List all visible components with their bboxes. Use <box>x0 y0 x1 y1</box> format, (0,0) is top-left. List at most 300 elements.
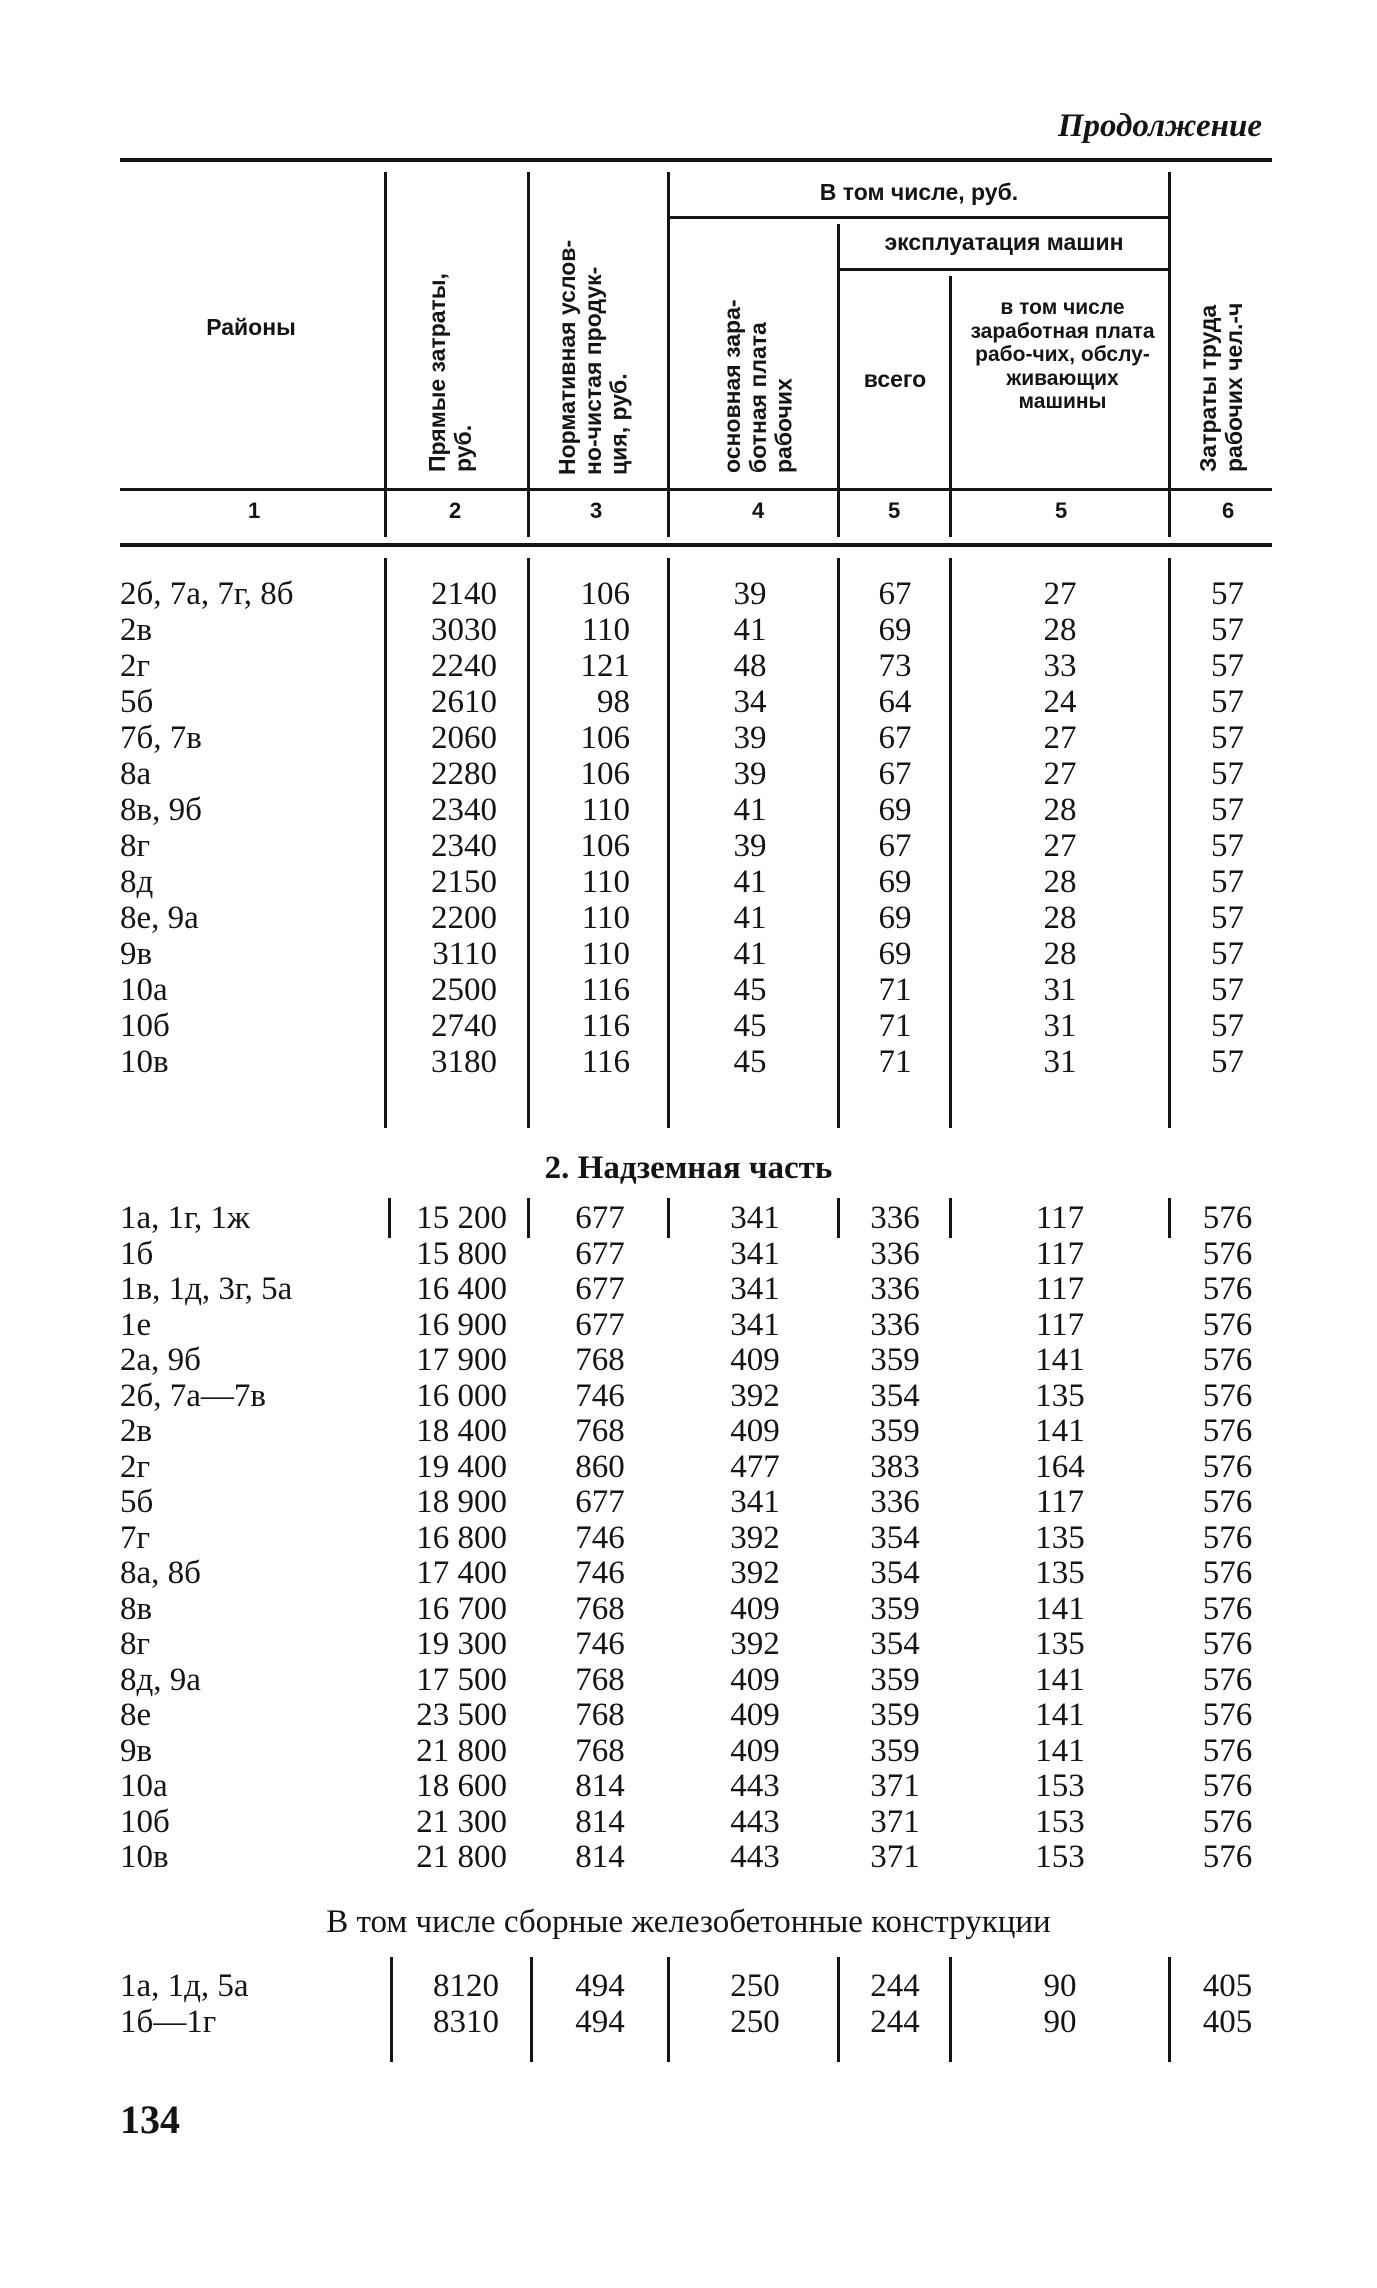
cell-district: 8е <box>120 1697 152 1733</box>
cell-machines-total: 354 <box>870 1555 920 1591</box>
cell-labor-costs: 57 <box>1211 612 1244 648</box>
header-group-incl: В том числе, руб. <box>819 179 1019 205</box>
cell-district: 5б <box>120 684 154 720</box>
header-direct-costs: Прямые затраты, руб. <box>424 273 476 472</box>
header-vline <box>527 172 530 537</box>
cell-district: 1е <box>120 1306 152 1343</box>
cell-machines-total: 383 <box>870 1448 920 1485</box>
header-underline <box>120 488 1272 491</box>
cell-normative-output: 110 <box>581 936 630 972</box>
cell-wages: 341 <box>730 1235 780 1272</box>
cell-wages: 39 <box>733 576 767 612</box>
cell-district: 8в <box>120 1590 153 1627</box>
page-number: 134 <box>120 2097 180 2142</box>
cell-wages: 41 <box>733 792 767 828</box>
cell-wages: 392 <box>730 1377 780 1414</box>
cell-machines-total: 359 <box>870 1661 920 1698</box>
cell-district: 8а, 8б <box>120 1555 201 1591</box>
cell-machine-wages: 27 <box>1043 720 1077 756</box>
cell-direct-costs: 15 800 <box>416 1235 507 1272</box>
group-machines-underline <box>840 268 1168 271</box>
cell-normative-output: 677 <box>575 1200 625 1236</box>
cell-district: 1б <box>120 1235 154 1272</box>
header-group-machines: эксплуатация машин <box>884 229 1124 255</box>
table-row <box>0 1307 1377 1343</box>
cell-district: 1б—1г <box>120 2004 217 2040</box>
cell-machine-wages: 135 <box>1035 1519 1085 1556</box>
cell-labor-costs: 405 <box>1202 1968 1253 2004</box>
table-row <box>0 936 1377 972</box>
cell-district: 8г <box>120 1626 151 1662</box>
cell-machines-total: 371 <box>870 1803 920 1840</box>
cell-labor-costs: 57 <box>1211 756 1244 792</box>
cell-labor-costs: 576 <box>1202 1306 1253 1343</box>
cell-machine-wages: 31 <box>1043 972 1077 1008</box>
cell-labor-costs: 576 <box>1202 1413 1253 1449</box>
cell-labor-costs: 576 <box>1202 1519 1253 1556</box>
cell-direct-costs: 21 300 <box>416 1803 507 1840</box>
cell-district: 2в <box>120 1413 153 1449</box>
cell-wages: 250 <box>730 1968 780 2004</box>
header-vline <box>384 172 387 537</box>
cell-machines-total: 67 <box>878 828 912 864</box>
cell-direct-costs: 2340 <box>431 828 497 864</box>
cell-wages: 409 <box>730 1342 780 1378</box>
cell-district: 8д, 9а <box>120 1661 201 1698</box>
cell-wages: 392 <box>730 1626 780 1662</box>
cell-district: 2г <box>120 648 151 684</box>
cell-machine-wages: 141 <box>1035 1732 1085 1769</box>
cell-wages: 409 <box>730 1661 780 1698</box>
header-bottom-rule <box>120 543 1272 547</box>
cell-district: 8д <box>120 864 154 900</box>
cell-machine-wages: 135 <box>1035 1626 1085 1662</box>
cell-direct-costs: 21 800 <box>416 1732 507 1769</box>
cell-machines-total: 69 <box>878 864 912 900</box>
table-row <box>0 864 1377 900</box>
cell-machine-wages: 33 <box>1043 648 1077 684</box>
cell-labor-costs: 576 <box>1202 1803 1253 1840</box>
header-vline <box>667 172 670 537</box>
cell-direct-costs: 2140 <box>431 576 497 612</box>
cell-direct-costs: 3180 <box>431 1044 497 1080</box>
cell-direct-costs: 18 400 <box>416 1413 507 1449</box>
table-row <box>0 1449 1377 1485</box>
cell-normative-output: 116 <box>581 972 630 1008</box>
cell-direct-costs: 16 800 <box>416 1519 507 1556</box>
cell-labor-costs: 57 <box>1211 792 1244 828</box>
cell-labor-costs: 57 <box>1211 864 1244 900</box>
cell-machine-wages: 117 <box>1035 1306 1085 1343</box>
cell-normative-output: 106 <box>580 756 630 792</box>
column-number: 2 <box>449 498 462 523</box>
cell-normative-output: 746 <box>575 1626 625 1662</box>
cell-labor-costs: 576 <box>1202 1661 1253 1698</box>
table-row <box>0 612 1377 648</box>
cell-wages: 41 <box>733 936 767 972</box>
table-row <box>0 648 1377 684</box>
cell-wages: 45 <box>733 1044 767 1080</box>
cell-labor-costs: 576 <box>1202 1590 1253 1627</box>
cell-machine-wages: 24 <box>1043 684 1077 720</box>
cell-normative-output: 768 <box>575 1661 625 1698</box>
cell-wages: 41 <box>733 864 767 900</box>
cell-wages: 341 <box>730 1484 780 1520</box>
cell-labor-costs: 576 <box>1202 1448 1253 1485</box>
cell-wages: 41 <box>733 900 767 936</box>
cell-machine-wages: 164 <box>1035 1448 1085 1485</box>
cell-normative-output: 746 <box>575 1377 625 1414</box>
cell-labor-costs: 57 <box>1211 648 1244 684</box>
cell-machines-total: 67 <box>878 720 912 756</box>
cell-wages: 48 <box>733 648 767 684</box>
cell-machines-total: 69 <box>878 612 912 648</box>
cell-wages: 477 <box>730 1448 780 1485</box>
cell-direct-costs: 2240 <box>431 648 497 684</box>
cell-machines-total: 244 <box>870 1968 920 2004</box>
cell-machine-wages: 117 <box>1035 1200 1085 1236</box>
cell-labor-costs: 57 <box>1211 972 1244 1008</box>
cell-machine-wages: 90 <box>1043 2004 1077 2040</box>
cell-machines-total: 371 <box>870 1839 920 1875</box>
cell-district: 8а <box>120 756 152 792</box>
table-row <box>0 1200 1377 1236</box>
table-row <box>0 972 1377 1008</box>
cell-direct-costs: 16 900 <box>416 1306 507 1343</box>
cell-machine-wages: 28 <box>1043 936 1077 972</box>
cell-district: 10а <box>120 1768 168 1804</box>
cell-normative-output: 768 <box>575 1732 625 1769</box>
cell-labor-costs: 405 <box>1202 2004 1253 2040</box>
cell-labor-costs: 57 <box>1211 1008 1244 1044</box>
table-row <box>0 1520 1377 1556</box>
table-row <box>0 576 1377 612</box>
cell-machine-wages: 27 <box>1043 576 1077 612</box>
cell-normative-output: 746 <box>575 1555 625 1591</box>
cell-machines-total: 71 <box>878 1008 912 1044</box>
cell-labor-costs: 57 <box>1211 576 1244 612</box>
cell-district: 5б <box>120 1484 154 1520</box>
column-number: 5 <box>1055 498 1068 523</box>
cell-direct-costs: 21 800 <box>416 1839 507 1875</box>
cell-direct-costs: 2060 <box>431 720 497 756</box>
table-row <box>0 1342 1377 1378</box>
cell-labor-costs: 576 <box>1202 1768 1253 1804</box>
cell-machines-total: 69 <box>878 792 912 828</box>
cell-normative-output: 677 <box>575 1306 625 1343</box>
cell-normative-output: 746 <box>575 1519 625 1556</box>
cell-normative-output: 768 <box>575 1590 625 1627</box>
cell-direct-costs: 16 400 <box>416 1271 507 1307</box>
cell-labor-costs: 576 <box>1202 1377 1253 1414</box>
cell-machines-total: 71 <box>878 1044 912 1080</box>
cell-wages: 409 <box>730 1590 780 1627</box>
cell-direct-costs: 8310 <box>433 2004 499 2040</box>
cell-machines-total: 359 <box>870 1342 920 1378</box>
column-number: 6 <box>1222 498 1235 523</box>
table-row <box>0 1839 1377 1875</box>
group-incl-underline <box>670 216 1168 219</box>
cell-direct-costs: 2610 <box>431 684 497 720</box>
header-labor-costs: Затраты труда рабочих чел.-ч <box>1195 302 1247 472</box>
cell-normative-output: 814 <box>575 1839 625 1875</box>
cell-district: 10в <box>120 1839 169 1875</box>
cell-labor-costs: 576 <box>1202 1732 1253 1769</box>
cell-machines-total: 359 <box>870 1697 920 1733</box>
cell-machine-wages: 28 <box>1043 792 1077 828</box>
cell-machines-total: 359 <box>870 1413 920 1449</box>
cell-machines-total: 67 <box>878 756 912 792</box>
table-row <box>0 1733 1377 1769</box>
cell-district: 10б <box>120 1803 170 1840</box>
cell-wages: 392 <box>730 1555 780 1591</box>
cell-normative-output: 768 <box>575 1413 625 1449</box>
cell-normative-output: 677 <box>575 1484 625 1520</box>
cell-wages: 39 <box>733 720 767 756</box>
cell-normative-output: 814 <box>575 1803 625 1840</box>
cell-wages: 443 <box>730 1839 780 1875</box>
cell-direct-costs: 8120 <box>433 1968 499 2004</box>
cell-normative-output: 121 <box>580 648 630 684</box>
header-machines-total: всего <box>863 366 927 392</box>
cell-machine-wages: 117 <box>1035 1235 1085 1272</box>
table-row <box>0 720 1377 756</box>
cell-machine-wages: 153 <box>1035 1768 1085 1804</box>
cell-wages: 443 <box>730 1768 780 1804</box>
cell-machine-wages: 141 <box>1035 1697 1085 1733</box>
cell-direct-costs: 18 600 <box>416 1768 507 1804</box>
cell-direct-costs: 23 500 <box>416 1697 507 1733</box>
cell-normative-output: 768 <box>575 1697 625 1733</box>
cell-wages: 34 <box>733 684 767 720</box>
cell-machines-total: 354 <box>870 1519 920 1556</box>
cell-labor-costs: 576 <box>1202 1697 1253 1733</box>
table-row <box>0 1662 1377 1698</box>
table-row <box>0 1968 1377 2004</box>
cell-machines-total: 244 <box>870 2004 920 2040</box>
column-number: 5 <box>888 498 901 523</box>
cell-machine-wages: 153 <box>1035 1803 1085 1840</box>
cell-machines-total: 336 <box>870 1484 920 1520</box>
cell-direct-costs: 16 000 <box>416 1377 507 1414</box>
column-number: 1 <box>248 498 261 523</box>
cell-wages: 409 <box>730 1732 780 1769</box>
cell-district: 10б <box>120 1008 170 1044</box>
cell-machine-wages: 141 <box>1035 1661 1085 1698</box>
column-number: 4 <box>752 498 765 523</box>
cell-labor-costs: 57 <box>1211 900 1244 936</box>
cell-machine-wages: 28 <box>1043 900 1077 936</box>
table-row <box>0 1768 1377 1804</box>
cell-wages: 409 <box>730 1413 780 1449</box>
table-row <box>0 1626 1377 1662</box>
cell-machine-wages: 141 <box>1035 1413 1085 1449</box>
cell-machines-total: 73 <box>878 648 912 684</box>
table-row <box>0 900 1377 936</box>
cell-normative-output: 106 <box>580 576 630 612</box>
cell-direct-costs: 17 400 <box>416 1555 507 1591</box>
cell-normative-output: 677 <box>575 1235 625 1272</box>
header-machine-wages: в том числе заработная плата рабо-чих, обслу-живающих машины <box>970 296 1155 414</box>
cell-normative-output: 110 <box>581 900 630 936</box>
cell-wages: 443 <box>730 1803 780 1840</box>
cell-machine-wages: 27 <box>1043 756 1077 792</box>
cell-wages: 341 <box>730 1306 780 1343</box>
cell-district: 10а <box>120 972 168 1008</box>
cell-machines-total: 371 <box>870 1768 920 1804</box>
table-row <box>0 1236 1377 1272</box>
cell-normative-output: 116 <box>581 1008 630 1044</box>
cell-normative-output: 110 <box>581 792 630 828</box>
cell-labor-costs: 576 <box>1202 1235 1253 1272</box>
cell-machine-wages: 141 <box>1035 1342 1085 1378</box>
cell-direct-costs: 17 500 <box>416 1661 507 1698</box>
cell-labor-costs: 576 <box>1202 1200 1253 1236</box>
column-number: 3 <box>590 498 603 523</box>
cell-normative-output: 494 <box>575 1968 625 2004</box>
cell-district: 8г <box>120 828 151 864</box>
cell-machines-total: 67 <box>878 576 912 612</box>
table-row <box>0 1697 1377 1733</box>
table-row <box>0 828 1377 864</box>
cell-district: 8е, 9а <box>120 900 199 936</box>
cell-direct-costs: 3110 <box>432 936 497 972</box>
cell-district: 1в, 1д, 3г, 5а <box>120 1271 293 1307</box>
cell-direct-costs: 19 400 <box>416 1448 507 1485</box>
continuation-label: Продолжение <box>1057 108 1262 144</box>
table-row <box>0 1378 1377 1414</box>
cell-labor-costs: 576 <box>1202 1342 1253 1378</box>
cell-district: 1а, 1д, 5а <box>120 1968 249 2004</box>
cell-normative-output: 677 <box>575 1271 625 1307</box>
table-row <box>0 1804 1377 1840</box>
table-row <box>0 2004 1377 2040</box>
cell-machines-total: 336 <box>870 1235 920 1272</box>
header-normative-output: Нормативная услов- но-чистая продук- ция, руб. <box>554 239 632 475</box>
cell-labor-costs: 57 <box>1211 720 1244 756</box>
cell-direct-costs: 18 900 <box>416 1484 507 1520</box>
header-vline <box>949 276 952 537</box>
cell-district: 9в <box>120 1732 153 1769</box>
cell-normative-output: 860 <box>575 1448 625 1485</box>
cell-labor-costs: 576 <box>1202 1839 1253 1875</box>
cell-direct-costs: 2500 <box>431 972 497 1008</box>
cell-machine-wages: 135 <box>1035 1377 1085 1414</box>
cell-wages: 39 <box>733 756 767 792</box>
cell-district: 2б, 7а—7в <box>120 1377 267 1414</box>
cell-machine-wages: 31 <box>1043 1044 1077 1080</box>
cell-direct-costs: 2200 <box>431 900 497 936</box>
cell-wages: 341 <box>730 1200 780 1236</box>
cell-normative-output: 494 <box>575 2004 625 2040</box>
table-row <box>0 1044 1377 1080</box>
cell-labor-costs: 576 <box>1202 1626 1253 1662</box>
table-row <box>0 1484 1377 1520</box>
cell-machine-wages: 28 <box>1043 612 1077 648</box>
table-row <box>0 1413 1377 1449</box>
table-row <box>0 1008 1377 1044</box>
cell-labor-costs: 576 <box>1202 1484 1253 1520</box>
cell-machines-total: 71 <box>878 972 912 1008</box>
cell-labor-costs: 57 <box>1211 936 1244 972</box>
cell-direct-costs: 3030 <box>431 612 497 648</box>
top-rule <box>120 158 1272 162</box>
cell-district: 9в <box>120 936 153 972</box>
cell-machines-total: 69 <box>878 900 912 936</box>
cell-normative-output: 768 <box>575 1342 625 1378</box>
cell-district: 8в, 9б <box>120 792 202 828</box>
cell-labor-costs: 57 <box>1211 684 1244 720</box>
cell-labor-costs: 576 <box>1202 1555 1253 1591</box>
cell-direct-costs: 2340 <box>431 792 497 828</box>
table-row <box>0 1591 1377 1627</box>
cell-machines-total: 336 <box>870 1200 920 1236</box>
header-districts: Районы <box>206 314 296 340</box>
cell-machine-wages: 135 <box>1035 1555 1085 1591</box>
cell-normative-output: 814 <box>575 1768 625 1804</box>
cell-district: 2б, 7а, 7г, 8б <box>120 576 294 612</box>
cell-district: 2в <box>120 612 153 648</box>
header-wages: основная зара- ботная плата рабочих <box>719 299 797 473</box>
cell-direct-costs: 2280 <box>431 756 497 792</box>
cell-district: 1а, 1г, 1ж <box>120 1200 250 1236</box>
cell-machine-wages: 90 <box>1043 1968 1077 2004</box>
cell-district: 10в <box>120 1044 169 1080</box>
cell-machine-wages: 141 <box>1035 1590 1085 1627</box>
cell-machine-wages: 28 <box>1043 864 1077 900</box>
cell-machine-wages: 117 <box>1035 1271 1085 1307</box>
cell-district: 7г <box>120 1519 151 1556</box>
cell-machine-wages: 117 <box>1035 1484 1085 1520</box>
cell-labor-costs: 57 <box>1211 1044 1244 1080</box>
cell-direct-costs: 17 900 <box>416 1342 507 1378</box>
cell-district: 2а, 9б <box>120 1342 201 1378</box>
cell-wages: 45 <box>733 1008 767 1044</box>
table-row <box>0 684 1377 720</box>
section-title: 2. Надземная часть <box>544 1150 833 1186</box>
cell-district: 2г <box>120 1448 151 1485</box>
cell-machine-wages: 27 <box>1043 828 1077 864</box>
cell-wages: 45 <box>733 972 767 1008</box>
cell-normative-output: 110 <box>581 612 630 648</box>
table-row <box>0 756 1377 792</box>
cell-wages: 341 <box>730 1271 780 1307</box>
header-vline <box>1168 172 1171 537</box>
cell-normative-output: 106 <box>580 720 630 756</box>
table-row <box>0 1555 1377 1591</box>
cell-machines-total: 354 <box>870 1626 920 1662</box>
cell-machine-wages: 153 <box>1035 1839 1085 1875</box>
cell-wages: 250 <box>730 2004 780 2040</box>
cell-machines-total: 69 <box>878 936 912 972</box>
cell-normative-output: 110 <box>581 864 630 900</box>
cell-machines-total: 336 <box>870 1306 920 1343</box>
table-row <box>0 792 1377 828</box>
cell-machines-total: 64 <box>878 684 912 720</box>
cell-labor-costs: 57 <box>1211 828 1244 864</box>
cell-direct-costs: 2740 <box>431 1008 497 1044</box>
section-title: В том числе сборные железобетонные конструкции <box>326 1904 1051 1940</box>
table-row <box>0 1271 1377 1307</box>
cell-machine-wages: 31 <box>1043 1008 1077 1044</box>
cell-machines-total: 359 <box>870 1732 920 1769</box>
cell-direct-costs: 2150 <box>431 864 497 900</box>
cell-wages: 392 <box>730 1519 780 1556</box>
cell-wages: 39 <box>733 828 767 864</box>
cell-direct-costs: 16 700 <box>416 1590 507 1627</box>
cell-machines-total: 354 <box>870 1377 920 1414</box>
cell-labor-costs: 576 <box>1202 1271 1253 1307</box>
